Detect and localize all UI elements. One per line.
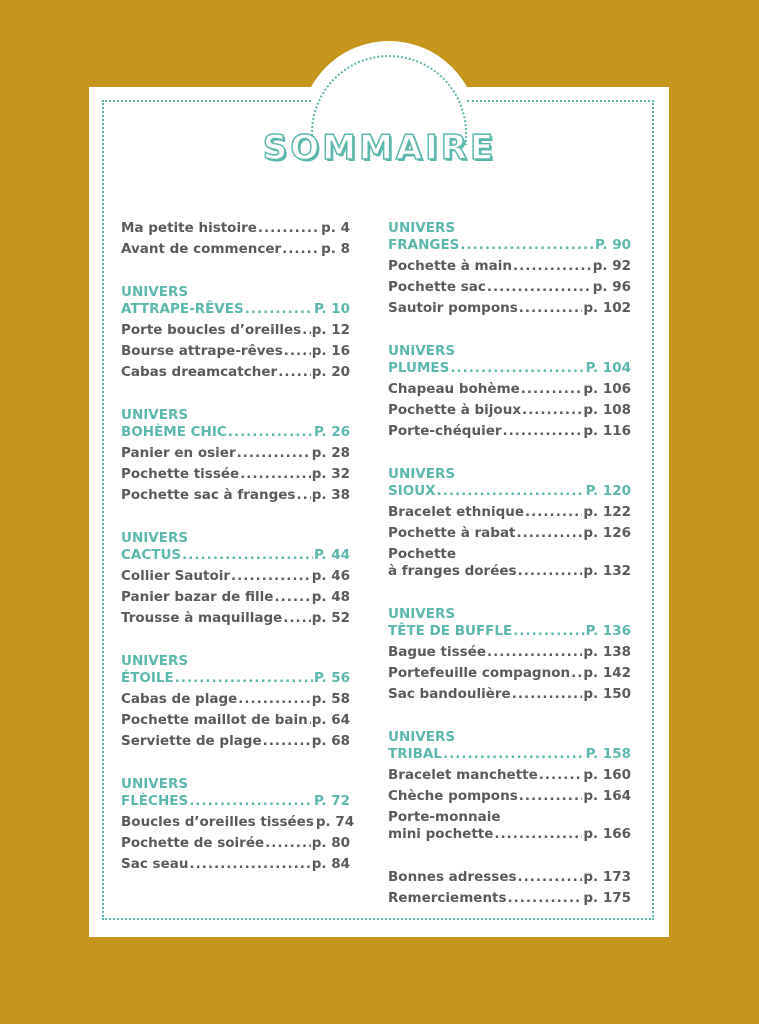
section-gap <box>121 508 350 530</box>
toc-column-right <box>388 220 631 911</box>
toc-entry <box>121 610 350 626</box>
toc-entry-page: P. 158 <box>585 746 631 762</box>
dot-leader <box>302 322 311 338</box>
toc-entry <box>388 890 631 906</box>
toc-entry <box>121 241 350 257</box>
toc-entry <box>121 835 350 851</box>
toc-entry-page: p. 32 <box>311 466 350 482</box>
section-prefix: UNIVERS <box>121 653 189 669</box>
toc-entry <box>388 258 631 274</box>
toc-entry-page: p. 160 <box>583 767 631 783</box>
toc-entry <box>388 402 631 418</box>
toc-entry-label: PLUMES <box>388 360 450 376</box>
dot-leader <box>521 381 583 397</box>
toc-entry-label: Bourse attrape-rêves <box>121 343 283 359</box>
toc-entry-label: CACTUS <box>121 547 182 563</box>
section-prefix: UNIVERS <box>121 284 189 300</box>
toc-entry-label: Sac seau <box>121 856 189 872</box>
section-gap <box>388 707 631 729</box>
dot-leader <box>175 670 313 686</box>
toc-entry-line: Pochette <box>388 546 457 562</box>
dot-leader <box>512 686 583 702</box>
toc-entry-label: SIOUX <box>388 483 436 499</box>
dot-leader <box>228 424 313 440</box>
section-heading <box>121 793 350 809</box>
toc-entry-label: ÉTOILE <box>121 670 174 686</box>
toc-entry-page: p. 106 <box>583 381 631 397</box>
section-heading <box>388 623 631 639</box>
toc-column-left <box>121 220 355 877</box>
toc-entry-page: P. 120 <box>585 483 631 499</box>
dot-leader <box>443 746 585 762</box>
toc-entry-label: Pochette maillot de bain <box>121 712 308 728</box>
toc-entry-label: Serviette de plage <box>121 733 262 749</box>
toc-entry-label: Trousse à maquillage <box>121 610 283 626</box>
toc-entry-label: à franges dorées <box>388 563 517 579</box>
toc-entry-label: Sautoir pompons <box>388 300 518 316</box>
dot-leader <box>231 568 311 584</box>
dot-leader <box>189 856 310 872</box>
toc-entry-page: p. 142 <box>583 665 631 681</box>
toc-entry-label: Chèche pompons <box>388 788 518 804</box>
toc-entry <box>121 691 350 707</box>
toc-entry-page: p. 4 <box>321 220 350 236</box>
toc-entry <box>121 814 355 830</box>
section-gap <box>121 754 350 776</box>
toc-entry-page: P. 56 <box>313 670 350 686</box>
dot-leader <box>522 402 582 418</box>
section-prefix: UNIVERS <box>388 729 456 745</box>
toc-entry-label: TÊTE DE BUFFLE <box>388 623 513 639</box>
dotted-frame-top-left <box>102 100 311 102</box>
section-heading <box>121 301 350 317</box>
toc-entry-label: Remerciements <box>388 890 507 906</box>
dot-leader <box>571 665 582 681</box>
toc-entry-label: Sac bandoulière <box>388 686 511 702</box>
dot-leader <box>258 220 320 236</box>
section-heading <box>388 746 631 762</box>
toc-entry <box>388 300 631 316</box>
toc-entry <box>388 423 631 439</box>
toc-entry-page: p. 164 <box>583 788 631 804</box>
dot-leader <box>240 466 311 482</box>
toc-entry <box>121 568 350 584</box>
toc-entry-label: Pochette sac <box>388 279 486 295</box>
toc-entry-label: Pochette tissée <box>121 466 240 482</box>
dot-leader <box>245 301 313 317</box>
dot-leader <box>263 733 311 749</box>
dot-leader <box>517 525 583 541</box>
dot-leader <box>494 826 582 842</box>
section-heading <box>121 424 350 440</box>
toc-entry <box>121 712 350 728</box>
section-gap <box>388 444 631 466</box>
dot-leader <box>487 279 592 295</box>
dot-leader <box>237 445 311 461</box>
dot-leader <box>309 712 311 728</box>
toc-entry <box>121 466 350 482</box>
toc-entry <box>388 525 631 541</box>
toc-entry-page: p. 96 <box>592 279 631 295</box>
section-prefix: UNIVERS <box>388 606 456 622</box>
toc-entry-label: Bracelet manchette <box>388 767 538 783</box>
toc-entry <box>388 869 631 885</box>
toc-entry <box>121 220 350 236</box>
toc-entry-label: TRIBAL <box>388 746 442 762</box>
toc-entry-label: Pochette de soirée <box>121 835 265 851</box>
toc-entry-label: Panier en osier <box>121 445 236 461</box>
toc-entry-page: p. 84 <box>311 856 350 872</box>
toc-entry <box>121 343 350 359</box>
toc-entry-page: p. 8 <box>321 241 350 257</box>
toc-entry <box>121 856 350 872</box>
toc-entry-label: Pochette à main <box>388 258 512 274</box>
toc-entry-page: p. 46 <box>311 568 350 584</box>
toc-entry-label: Porte boucles d’oreilles <box>121 322 302 338</box>
toc-entry-page: p. 64 <box>311 712 350 728</box>
toc-entry-page: p. 126 <box>583 525 631 541</box>
dot-leader <box>238 691 310 707</box>
section-heading <box>388 360 631 376</box>
dot-leader <box>519 788 583 804</box>
toc-entry-label: Collier Sautoir <box>121 568 231 584</box>
dot-leader <box>539 767 583 783</box>
toc-entry-label: Bracelet ethnique <box>388 504 525 520</box>
dot-leader <box>274 589 310 605</box>
toc-entry-page: p. 28 <box>311 445 350 461</box>
dot-leader <box>282 241 320 257</box>
dot-leader <box>265 835 311 851</box>
section-gap <box>388 584 631 606</box>
dot-leader <box>283 610 310 626</box>
toc-entry <box>121 322 350 338</box>
toc-entry <box>388 826 631 842</box>
toc-entry-page: P. 136 <box>585 623 631 639</box>
section-gap <box>121 631 350 653</box>
toc-entry-line: Porte-monnaie <box>388 809 501 825</box>
toc-entry-page: p. 92 <box>592 258 631 274</box>
toc-entry-label: Porte-chéquier <box>388 423 502 439</box>
section-prefix: UNIVERS <box>388 466 456 482</box>
dot-leader <box>189 793 313 809</box>
toc-entry-label: Ma petite histoire <box>121 220 257 236</box>
toc-entry <box>388 381 631 397</box>
section-heading <box>121 670 350 686</box>
section-prefix: UNIVERS <box>121 776 189 792</box>
toc-entry <box>121 487 350 503</box>
toc-entry-label: BOHÈME CHIC <box>121 424 227 440</box>
toc-entry-page: p. 166 <box>583 826 631 842</box>
toc-entry-page: p. 74 <box>315 814 355 830</box>
section-gap <box>388 847 631 869</box>
toc-entry-page: P. 44 <box>313 547 350 563</box>
toc-entry <box>121 364 350 380</box>
toc-entry-page: p. 132 <box>583 563 631 579</box>
toc-entry-page: p. 38 <box>311 487 350 503</box>
toc-entry-label: Bague tissée <box>388 644 486 660</box>
toc-entry-page: p. 58 <box>311 691 350 707</box>
section-gap <box>121 262 350 284</box>
dot-leader <box>525 504 582 520</box>
toc-entry-page: p. 150 <box>583 686 631 702</box>
toc-entry-page: p. 48 <box>311 589 350 605</box>
toc-entry-page: P. 72 <box>313 793 350 809</box>
toc-entry-page: p. 68 <box>311 733 350 749</box>
section-prefix: UNIVERS <box>388 220 456 236</box>
toc-entry-label: Avant de commencer <box>121 241 282 257</box>
toc-entry-page: P. 104 <box>585 360 631 376</box>
toc-entry <box>388 788 631 804</box>
toc-entry-page: p. 12 <box>311 322 350 338</box>
toc-entry-page: p. 16 <box>311 343 350 359</box>
dot-leader <box>450 360 584 376</box>
toc-entry-page: p. 116 <box>583 423 631 439</box>
toc-entry-label: Pochette à bijoux <box>388 402 522 418</box>
toc-entry <box>121 445 350 461</box>
toc-entry <box>388 686 631 702</box>
toc-entry-label: Portefeuille compagnon <box>388 665 571 681</box>
dot-leader <box>487 644 582 660</box>
toc-entry-page: p. 122 <box>583 504 631 520</box>
dot-leader <box>518 869 583 885</box>
toc-entry-label: FRANGES <box>388 237 460 253</box>
toc-entry-label: ATTRAPE-RÊVES <box>121 301 244 317</box>
toc-entry-label: Boucles d’oreilles tissées <box>121 814 314 830</box>
toc-entry-page: P. 10 <box>313 301 350 317</box>
dot-leader <box>513 258 592 274</box>
toc-entry-label: Panier bazar de fille <box>121 589 274 605</box>
toc-entry-label: Chapeau bohème <box>388 381 520 397</box>
section-heading <box>121 547 350 563</box>
toc-entry-page: p. 20 <box>311 364 350 380</box>
toc-entry <box>121 589 350 605</box>
toc-entry-label: Cabas dreamcatcher <box>121 364 278 380</box>
toc-entry-label: Cabas de plage <box>121 691 238 707</box>
page-title: SOMMAIRE <box>262 128 497 168</box>
dot-leader <box>508 890 583 906</box>
toc-entry-page: p. 52 <box>311 610 350 626</box>
toc-entry-label: Pochette à rabat <box>388 525 516 541</box>
toc-entry <box>388 563 631 579</box>
dot-leader <box>513 623 584 639</box>
dot-leader <box>519 300 583 316</box>
toc-entry <box>388 279 631 295</box>
dot-leader <box>518 563 583 579</box>
dot-leader <box>284 343 311 359</box>
toc-entry-page: p. 138 <box>583 644 631 660</box>
toc-entry <box>388 644 631 660</box>
toc-entry-label: FLÈCHES <box>121 793 189 809</box>
toc-entry <box>388 504 631 520</box>
toc-entry-label: mini pochette <box>388 826 494 842</box>
dot-leader <box>437 483 585 499</box>
toc-entry-page: p. 175 <box>583 890 631 906</box>
toc-entry-page: P. 90 <box>594 237 631 253</box>
dot-leader <box>460 237 594 253</box>
dot-leader <box>503 423 583 439</box>
toc-entry-page: p. 108 <box>583 402 631 418</box>
section-gap <box>388 321 631 343</box>
toc-entry-page: p. 80 <box>311 835 350 851</box>
dot-leader <box>182 547 313 563</box>
section-heading <box>388 237 631 253</box>
toc-entry <box>388 767 631 783</box>
toc-entry <box>121 733 350 749</box>
toc-entry-page: P. 26 <box>313 424 350 440</box>
toc-entry-page: p. 173 <box>583 869 631 885</box>
dotted-frame-top-right <box>467 100 654 102</box>
dot-leader <box>296 487 310 503</box>
toc-entry-label: Pochette sac à franges <box>121 487 296 503</box>
section-gap <box>121 385 350 407</box>
section-heading <box>388 483 631 499</box>
toc-entry-label: Bonnes adresses <box>388 869 517 885</box>
dot-leader <box>278 364 311 380</box>
section-prefix: UNIVERS <box>121 407 189 423</box>
toc-entry-page: p. 102 <box>583 300 631 316</box>
toc-entry <box>388 665 631 681</box>
section-prefix: UNIVERS <box>388 343 456 359</box>
section-prefix: UNIVERS <box>121 530 189 546</box>
